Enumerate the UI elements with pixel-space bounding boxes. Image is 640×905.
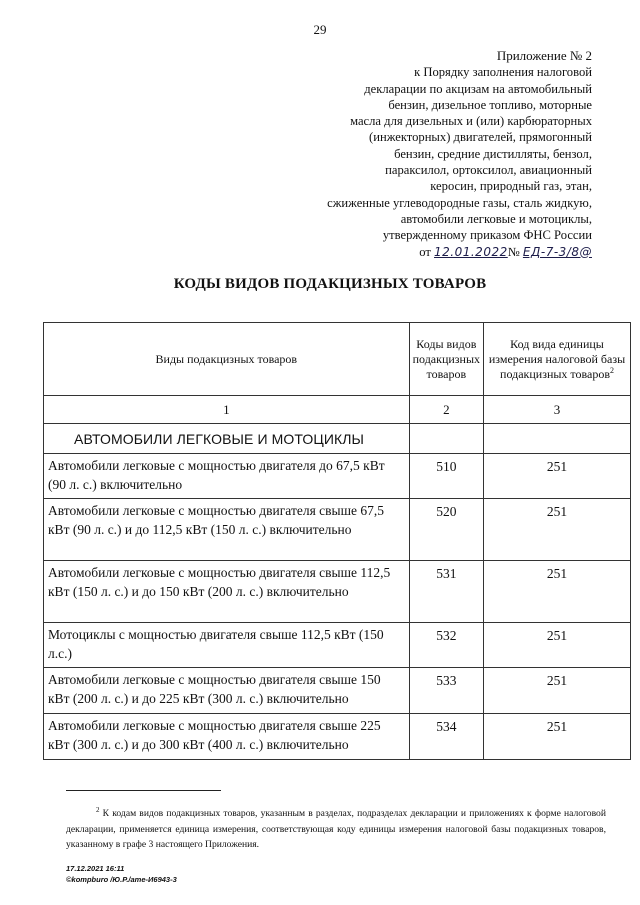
table-row [44,714,631,760]
appendix-line: (инжекторных) двигателей, прямогонный [369,130,592,145]
number-sign: № [507,244,520,259]
order-date-line [272,244,592,260]
table-row [44,668,631,714]
unit-code: 251 [484,454,631,499]
table-row [44,623,631,668]
footnote-marker: 2 [96,805,100,814]
print-stamp-user: ©kompburo /Ю.Р./ame-И6943-3 [66,875,177,884]
appendix-line: бензин, средние дистилляты, бензол, [394,146,592,161]
footnote [66,806,606,853]
goods-name: Автомобили легковые с мощностью двигателя до 67,5 кВт (90 л. с.) включительно [44,454,410,499]
column-number: 1 [44,396,410,424]
appendix-line: к Порядку заполнения налоговой [414,65,592,80]
table-row [44,561,631,623]
handwritten-date: 12.01.2022 [434,244,508,259]
goods-name: Автомобили легковые с мощностью двигателя свыше 225 кВт (300 л. с.) и до 300 кВт (400 л. с.) включительно [44,714,410,760]
goods-code: 534 [409,714,483,760]
section-title: АВТОМОБИЛИ ЛЕГКОВЫЕ И МОТОЦИКЛЫ [44,424,410,454]
column-number-row [44,396,631,424]
appendix-line: сжиженные углеводородные газы, сталь жидкую, [327,195,592,210]
handwritten-number: ЕД-7-3/8@ [522,244,592,259]
section-row [44,424,631,454]
appendix-line: Приложение № 2 [496,48,592,63]
goods-code: 510 [409,454,483,499]
order-prefix: от [419,244,431,259]
goods-code: 533 [409,668,483,714]
goods-name: Автомобили легковые с мощностью двигателя свыше 112,5 кВт (150 л. с.) и до 150 кВт (200 л. с.) включительно [44,561,410,623]
goods-name: Мотоциклы с мощностью двигателя свыше 112,5 кВт (150 л.с.) [44,623,410,668]
header-unit-code-text: Код вида единицы измерения налоговой базы подакцизных товаров [488,336,626,381]
unit-code: 251 [484,623,631,668]
unit-code: 251 [484,499,631,561]
goods-name: Автомобили легковые с мощностью двигателя свыше 67,5 кВт (90 л. с.) и до 112,5 кВт (150 л. с.) включительно [44,499,410,561]
header-goods-codes: Коды видов подакцизных товаров [409,323,483,396]
appendix-line: декларации по акцизам на автомобильный [364,81,592,96]
unit-code: 251 [484,714,631,760]
appendix-line: автомобили легковые и мотоциклы, [400,211,592,226]
appendix-line: масла для дизельных и (или) карбюраторных [350,114,592,129]
print-stamp-datetime: 17.12.2021 16:11 [66,864,125,873]
page-number: 29 [313,22,327,37]
header-unit-code [484,323,631,396]
appendix-line: бензин, дизельное топливо, моторные [388,97,592,112]
column-number: 3 [484,396,631,424]
goods-code: 520 [409,499,483,561]
goods-name: Автомобили легковые с мощностью двигателя свыше 150 кВт (200 л. с.) и до 225 кВт (300 л. с.) включительно [44,668,410,714]
goods-code: 532 [409,623,483,668]
appendix-line: параксилол, ортоксилол, авиационный [385,163,592,178]
appendix-block [272,48,592,260]
empty-cell [409,424,483,454]
unit-code: 251 [484,668,631,714]
table-row [44,499,631,561]
appendix-line: утвержденному приказом ФНС России [382,228,592,243]
excise-codes-table [43,322,631,760]
footnote-ref: 2 [610,365,615,375]
document-title: КОДЫ ВИДОВ ПОДАКЦИЗНЫХ ТОВАРОВ [173,276,487,292]
goods-code: 531 [409,561,483,623]
footnote-divider [66,790,221,791]
footnote-text: К кодам видов подакцизных товаров, указанным в разделах, подразделах декларации и приложениях к форме налоговой декларации, применяется единица измерения, соответствующая коду единицы измерения налоговой базы подакцизных товаров, указанному в графе 3 настоящего Приложения. [66,808,606,850]
empty-cell [484,424,631,454]
appendix-line: керосин, природный газ, этан, [430,179,592,194]
unit-code: 251 [484,561,631,623]
column-number: 2 [409,396,483,424]
table-row [44,454,631,499]
header-goods-types: Виды подакцизных товаров [44,323,410,396]
table-header-row [44,323,631,396]
